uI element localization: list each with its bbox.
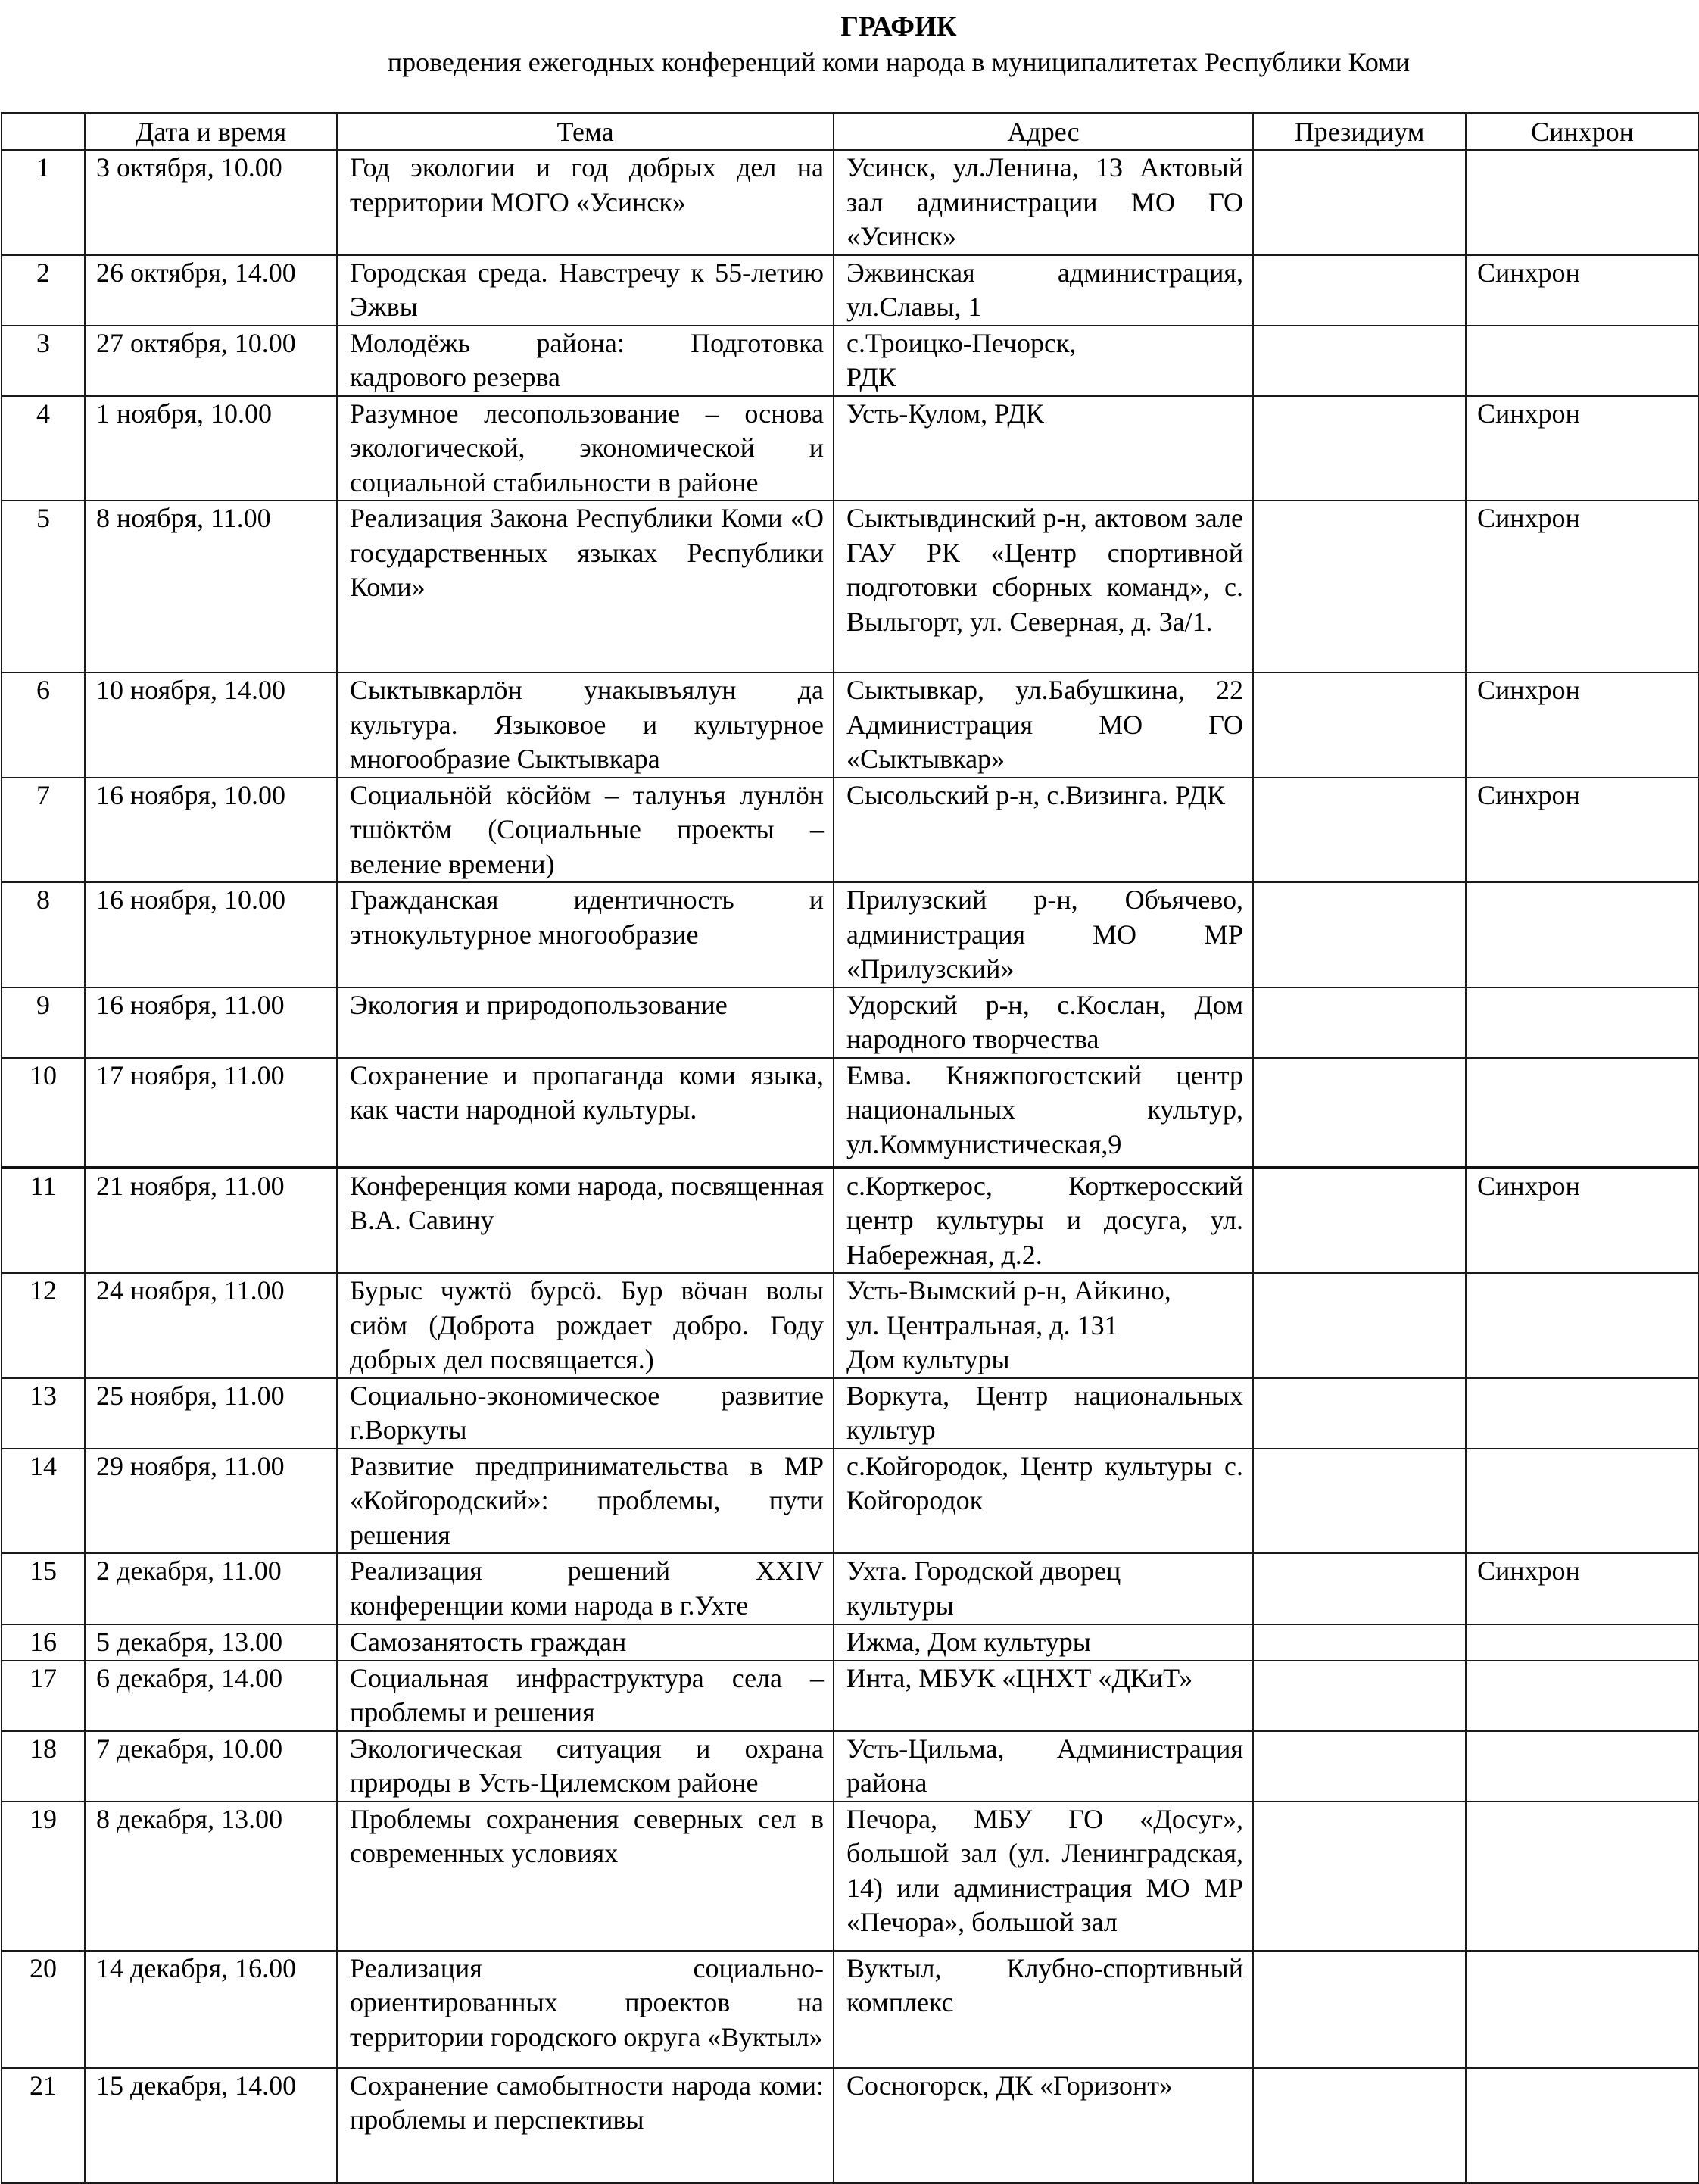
- table-row: [2, 1378, 1699, 1449]
- row-sync: [1466, 150, 1699, 255]
- row-date: 29 ноября, 11.00: [85, 1449, 337, 1554]
- row-date: 16 ноября, 11.00: [85, 987, 337, 1058]
- row-sync: [1466, 987, 1699, 1058]
- row-presidium: [1253, 1661, 1466, 1731]
- row-address: с.Койгородок, Центр культуры с. Койгородок: [834, 1449, 1253, 1554]
- row-presidium: [1253, 1951, 1466, 2068]
- row-number: 1: [2, 150, 85, 255]
- row-topic: Проблемы сохранения северных сел в современных условиях: [337, 1802, 834, 1951]
- row-address: Печора, МБУ ГО «Досуг», большой зал (ул. Ленинградская, 14) или администрация МО МР «Печора», большой зал: [834, 1802, 1253, 1951]
- row-number: 21: [2, 2068, 85, 2183]
- table-row: [2, 1951, 1699, 2068]
- row-date: 21 ноября, 11.00: [85, 1168, 337, 1274]
- row-sync: [1466, 2068, 1699, 2183]
- table-row: [2, 150, 1699, 255]
- row-sync: [1466, 1951, 1699, 2068]
- row-address: Инта, МБУК «ЦНХТ «ДКиТ»: [834, 1661, 1253, 1731]
- row-address: Сысольский р-н, с.Визинга. РДК: [834, 778, 1253, 883]
- schedule-table: [1, 112, 1699, 2184]
- row-date: 3 октября, 10.00: [85, 150, 337, 255]
- row-presidium: [1253, 778, 1466, 883]
- row-date: 2 декабря, 11.00: [85, 1553, 337, 1624]
- row-number: 4: [2, 396, 85, 501]
- row-address: Усть-Вымский р-н, Айкино, ул. Центральная, д. 131 Дом культуры: [834, 1273, 1253, 1378]
- row-address: Воркута, Центр национальных культур: [834, 1378, 1253, 1449]
- row-number: 10: [2, 1058, 85, 1168]
- row-address: Сосногорск, ДК «Горизонт»: [834, 2068, 1253, 2183]
- row-date: 24 ноября, 11.00: [85, 1273, 337, 1378]
- row-topic: Бурыс чужтö бурсö. Бур вöчан волы сиöм (Доброта рождает добро. Году добрых дел посвящается.): [337, 1273, 834, 1378]
- row-presidium: [1253, 1624, 1466, 1661]
- row-topic: Социальная инфраструктура села – проблемы и решения: [337, 1661, 834, 1731]
- row-number: 9: [2, 987, 85, 1058]
- row-presidium: [1253, 150, 1466, 255]
- row-sync: [1466, 1273, 1699, 1378]
- row-number: 2: [2, 255, 85, 326]
- header-topic: Тема: [337, 114, 834, 151]
- row-number: 13: [2, 1378, 85, 1449]
- row-number: 12: [2, 1273, 85, 1378]
- row-topic: Молодёжь района: Подготовка кадрового резерва: [337, 326, 834, 396]
- row-address: с.Троицко-Печорск, РДК: [834, 326, 1253, 396]
- document-title: ГРАФИК: [840, 11, 957, 42]
- row-presidium: [1253, 1058, 1466, 1168]
- row-topic: Самозанятость граждан: [337, 1624, 834, 1661]
- row-presidium: [1253, 255, 1466, 326]
- row-topic: Разумное лесопользование – основа экологической, экономической и социальной стабильности в районе: [337, 396, 834, 501]
- row-sync: Синхрон: [1466, 672, 1699, 778]
- row-number: 20: [2, 1951, 85, 2068]
- table-row: [2, 672, 1699, 778]
- row-address: Удорский р-н, с.Кослан, Дом народного творчества: [834, 987, 1253, 1058]
- row-date: 8 ноября, 11.00: [85, 501, 337, 672]
- row-presidium: [1253, 882, 1466, 987]
- document-subtitle: проведения ежегодных конференций коми народа в муниципалитетах Республики Коми: [387, 47, 1411, 77]
- row-number: 8: [2, 882, 85, 987]
- row-presidium: [1253, 1731, 1466, 1802]
- row-address: Сыктывдинский р-н, актовом зале ГАУ РК «Центр спортивной подготовки сборных команд», с. Выльгорт, ул. Северная, д. 3а/1.: [834, 501, 1253, 672]
- row-date: 25 ноября, 11.00: [85, 1378, 337, 1449]
- table-row: [2, 987, 1699, 1058]
- row-date: 1 ноября, 10.00: [85, 396, 337, 501]
- header-row: [2, 114, 1699, 151]
- header-date: Дата и время: [85, 114, 337, 151]
- row-date: 8 декабря, 13.00: [85, 1802, 337, 1951]
- row-sync: Синхрон: [1466, 1168, 1699, 1274]
- row-sync: Синхрон: [1466, 778, 1699, 883]
- row-address: с.Корткерос, Корткеросский центр культуры и досуга, ул. Набережная, д.2.: [834, 1168, 1253, 1274]
- row-topic: Год экологии и год добрых дел на территории МОГО «Усинск»: [337, 150, 834, 255]
- row-presidium: [1253, 501, 1466, 672]
- row-date: 16 ноября, 10.00: [85, 778, 337, 883]
- header-address: Адрес: [834, 114, 1253, 151]
- row-number: 6: [2, 672, 85, 778]
- row-topic: Социально-экономическое развитие г.Воркуты: [337, 1378, 834, 1449]
- header-num: [2, 114, 85, 151]
- row-number: 17: [2, 1661, 85, 1731]
- row-number: 18: [2, 1731, 85, 1802]
- row-number: 19: [2, 1802, 85, 1951]
- table-row: [2, 1624, 1699, 1661]
- table-row: [2, 1731, 1699, 1802]
- table-row: [2, 1168, 1699, 1274]
- table-row: [2, 2068, 1699, 2183]
- row-presidium: [1253, 1168, 1466, 1274]
- row-topic: Сохранение самобытности народа коми: проблемы и перспективы: [337, 2068, 834, 2183]
- table-row: [2, 1802, 1699, 1951]
- row-topic: Экологическая ситуация и охрана природы в Усть-Цилемском районе: [337, 1731, 834, 1802]
- row-address: Эжвинская администрация, ул.Славы, 1: [834, 255, 1253, 326]
- table-row: [2, 1449, 1699, 1554]
- table-row: [2, 396, 1699, 501]
- row-presidium: [1253, 326, 1466, 396]
- row-date: 17 ноября, 11.00: [85, 1058, 337, 1168]
- row-date: 16 ноября, 10.00: [85, 882, 337, 987]
- row-topic: Гражданская идентичность и этнокультурное многообразие: [337, 882, 834, 987]
- row-number: 16: [2, 1624, 85, 1661]
- row-address: Прилузский р-н, Объячево, администрация МО МР «Прилузский»: [834, 882, 1253, 987]
- row-sync: Синхрон: [1466, 1553, 1699, 1624]
- row-topic: Сохранение и пропаганда коми языка, как части народной культуры.: [337, 1058, 834, 1168]
- row-topic: Сыктывкарлöн унакывъялун да культура. Языковое и культурное многообразие Сыктывкара: [337, 672, 834, 778]
- row-sync: [1466, 1802, 1699, 1951]
- row-sync: [1466, 1661, 1699, 1731]
- row-address: Усинск, ул.Ленина, 13 Актовый зал администрации МО ГО «Усинск»: [834, 150, 1253, 255]
- row-sync: [1466, 882, 1699, 987]
- row-sync: [1466, 326, 1699, 396]
- header-sync: Синхрон: [1466, 114, 1699, 151]
- row-address: Ижма, Дом культуры: [834, 1624, 1253, 1661]
- row-date: 7 декабря, 10.00: [85, 1731, 337, 1802]
- row-presidium: [1253, 672, 1466, 778]
- row-topic: Реализация решений XXIV конференции коми народа в г.Ухте: [337, 1553, 834, 1624]
- row-sync: [1466, 1378, 1699, 1449]
- row-topic: Конференция коми народа, посвященная В.А. Савину: [337, 1168, 834, 1274]
- row-date: 26 октября, 14.00: [85, 255, 337, 326]
- table-row: [2, 501, 1699, 672]
- row-number: 3: [2, 326, 85, 396]
- row-date: 15 декабря, 14.00: [85, 2068, 337, 2183]
- table-row: [2, 1058, 1699, 1168]
- row-address: Вуктыл, Клубно-спортивный комплекс: [834, 1951, 1253, 2068]
- row-sync: Синхрон: [1466, 396, 1699, 501]
- table-row: [2, 1273, 1699, 1378]
- row-topic: Экология и природопользование: [337, 987, 834, 1058]
- row-topic: Реализация социально-ориентированных проектов на территории городского округа «Вуктыл»: [337, 1951, 834, 2068]
- row-address: Ухта. Городской дворец культуры: [834, 1553, 1253, 1624]
- row-number: 5: [2, 501, 85, 672]
- row-presidium: [1253, 1273, 1466, 1378]
- row-address: Усть-Кулом, РДК: [834, 396, 1253, 501]
- row-number: 7: [2, 778, 85, 883]
- row-number: 15: [2, 1553, 85, 1624]
- row-sync: [1466, 1449, 1699, 1554]
- table-row: [2, 1553, 1699, 1624]
- row-address: Усть-Цильма, Администрация района: [834, 1731, 1253, 1802]
- row-presidium: [1253, 396, 1466, 501]
- header-presidium: Президиум: [1253, 114, 1466, 151]
- table-row: [2, 1661, 1699, 1731]
- row-topic: Реализация Закона Республики Коми «О государственных языках Республики Коми»: [337, 501, 834, 672]
- row-address: Сыктывкар, ул.Бабушкина, 22 Администрация МО ГО «Сыктывкар»: [834, 672, 1253, 778]
- row-presidium: [1253, 1802, 1466, 1951]
- row-sync: [1466, 1058, 1699, 1168]
- row-presidium: [1253, 1378, 1466, 1449]
- table-row: [2, 882, 1699, 987]
- row-sync: Синхрон: [1466, 501, 1699, 672]
- row-date: 14 декабря, 16.00: [85, 1951, 337, 2068]
- row-presidium: [1253, 1449, 1466, 1554]
- row-topic: Городская среда. Навстречу к 55-летию Эжвы: [337, 255, 834, 326]
- table-row: [2, 255, 1699, 326]
- row-sync: [1466, 1624, 1699, 1661]
- row-presidium: [1253, 1553, 1466, 1624]
- row-presidium: [1253, 987, 1466, 1058]
- table-row: [2, 326, 1699, 396]
- row-date: 27 октября, 10.00: [85, 326, 337, 396]
- row-sync: [1466, 1731, 1699, 1802]
- row-number: 14: [2, 1449, 85, 1554]
- row-date: 5 декабря, 13.00: [85, 1624, 337, 1661]
- row-date: 6 декабря, 14.00: [85, 1661, 337, 1731]
- row-sync: Синхрон: [1466, 255, 1699, 326]
- row-presidium: [1253, 2068, 1466, 2183]
- row-topic: Развитие предпринимательства в МР «Койгородский»: проблемы, пути решения: [337, 1449, 834, 1554]
- row-number: 11: [2, 1168, 85, 1274]
- row-date: 10 ноября, 14.00: [85, 672, 337, 778]
- row-address: Емва. Княжпогостский центр национальных культур, ул.Коммунистическая,9: [834, 1058, 1253, 1168]
- row-topic: Социальнöй кöсйöм – талунъя лунлöн тшöктöм (Социальные проекты – веление времени): [337, 778, 834, 883]
- table-row: [2, 778, 1699, 883]
